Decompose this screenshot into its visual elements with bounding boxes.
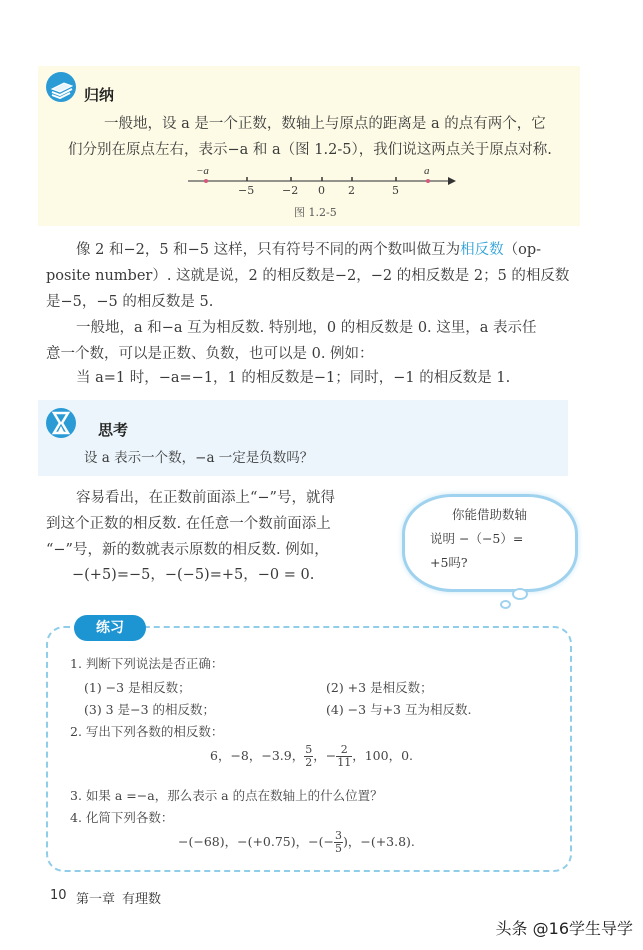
cloud-line-3: +5吗? xyxy=(430,555,468,570)
body-line-5: 意一个数，可以是正数、负数，也可以是 0. 例如： xyxy=(46,346,374,362)
numerator: 2 xyxy=(336,744,352,757)
body2-line-3: “−”号，新的数就表示原数的相反数. 例如， xyxy=(46,542,329,558)
watermark: 头条 @16学生导学 xyxy=(495,919,633,938)
tick-label: −2 xyxy=(282,184,299,197)
exercise-q1-item: (3) 3 是−3 的相反数； xyxy=(84,702,216,717)
body2-line-4: −(+5)=−5，−(−5)=+5，−0 = 0. xyxy=(72,567,315,583)
body-text: 像 2 和−2，5 和−5 这样，只有符号不同的两个数叫做互为 xyxy=(76,242,461,258)
point-a-label: a xyxy=(424,165,430,177)
exercise-q1-item: (1) −3 是相反数； xyxy=(84,680,191,695)
exercise-q1-item: (2) +3 是相反数； xyxy=(326,680,433,695)
page-number: 10 xyxy=(50,888,67,903)
exercise-tag: 练习 xyxy=(74,615,146,641)
book-stack-icon xyxy=(46,72,76,102)
denominator: 5 xyxy=(334,842,342,855)
summary-line-1: 一般地，设 a 是一个正数，数轴上与原点的距离是 a 的点有两个，它 xyxy=(104,116,546,132)
fraction xyxy=(304,744,313,769)
summary-title: 归纳 xyxy=(84,86,115,104)
exercise-q1-item: (4) −3 与+3 互为相反数. xyxy=(326,702,472,717)
body2-line-2: 到这个正数的相反数. 在任意一个数前面添上 xyxy=(46,516,331,532)
numerator: 3 xyxy=(334,829,342,842)
chapter-label: 第一章 xyxy=(76,892,116,907)
numerator: 5 xyxy=(305,743,313,756)
exercise-q2-expression xyxy=(210,744,413,769)
expr-text: ，100，0. xyxy=(352,748,414,763)
body-line-1 xyxy=(76,238,541,262)
body-line-3: 是−5，−5 的相反数是 5. xyxy=(46,294,214,310)
body-line-4: 一般地，a 和−a 互为相反数. 特别地，0 的相反数是 0. 这里，a 表示任 xyxy=(76,320,537,336)
expr-text: )，−(+3.8). xyxy=(342,834,415,849)
body-line-6: 当 a=1 时，−a=−1，1 的相反数是−1；同时，−1 的相反数是 1. xyxy=(76,370,511,386)
body-text: （op- xyxy=(503,242,542,258)
chapter-title: 有理数 xyxy=(122,892,162,907)
cloud-line-2: 说明 −（−5）= xyxy=(430,531,524,546)
cloud-bubble xyxy=(512,588,528,600)
tick-label: −5 xyxy=(238,184,255,197)
think-title: 思考 xyxy=(98,421,129,439)
figure-caption: 图 1.2-5 xyxy=(294,206,337,219)
hourglass-icon xyxy=(46,408,76,438)
denominator: 11 xyxy=(337,756,352,769)
expr-text: ，− xyxy=(313,748,337,763)
tick-label: 5 xyxy=(392,184,399,197)
cloud-bubble xyxy=(500,600,511,609)
key-term: 相反数 xyxy=(460,242,504,258)
exercise-q1: 1. 判断下列说法是否正确： xyxy=(70,656,224,671)
point-neg-a-label: −a xyxy=(196,165,209,177)
expr-text: −(−68)，−(+0.75)，−(− xyxy=(178,834,334,849)
tick-label: 0 xyxy=(318,184,325,197)
expr-text: 6，−8，−3.9， xyxy=(210,748,305,763)
fraction xyxy=(336,744,352,769)
exercise-q2: 2. 写出下列各数的相反数： xyxy=(70,724,224,739)
think-question: 设 a 表示一个数，−a 一定是负数吗？ xyxy=(84,450,314,466)
tick-label: 2 xyxy=(348,184,355,197)
summary-line-2: 们分别在原点左右，表示−a 和 a（图 1.2-5），我们说这两点关于原点对称. xyxy=(68,142,552,158)
exercise-q4: 4. 化简下列各数： xyxy=(70,810,174,825)
cloud-line-1: 你能借助数轴 xyxy=(452,507,528,522)
fraction xyxy=(334,830,343,855)
exercise-q3: 3. 如果 a =−a，那么表示 a 的点在数轴上的什么位置？ xyxy=(70,788,383,803)
body-line-2: posite number）. 这就是说，2 的相反数是−2，−2 的相反数是 2；5 的相反数 xyxy=(46,268,570,284)
denominator: 2 xyxy=(305,756,313,769)
exercise-q4-expression xyxy=(178,830,415,855)
body2-line-1: 容易看出，在正数前面添上“−”号，就得 xyxy=(76,490,335,506)
